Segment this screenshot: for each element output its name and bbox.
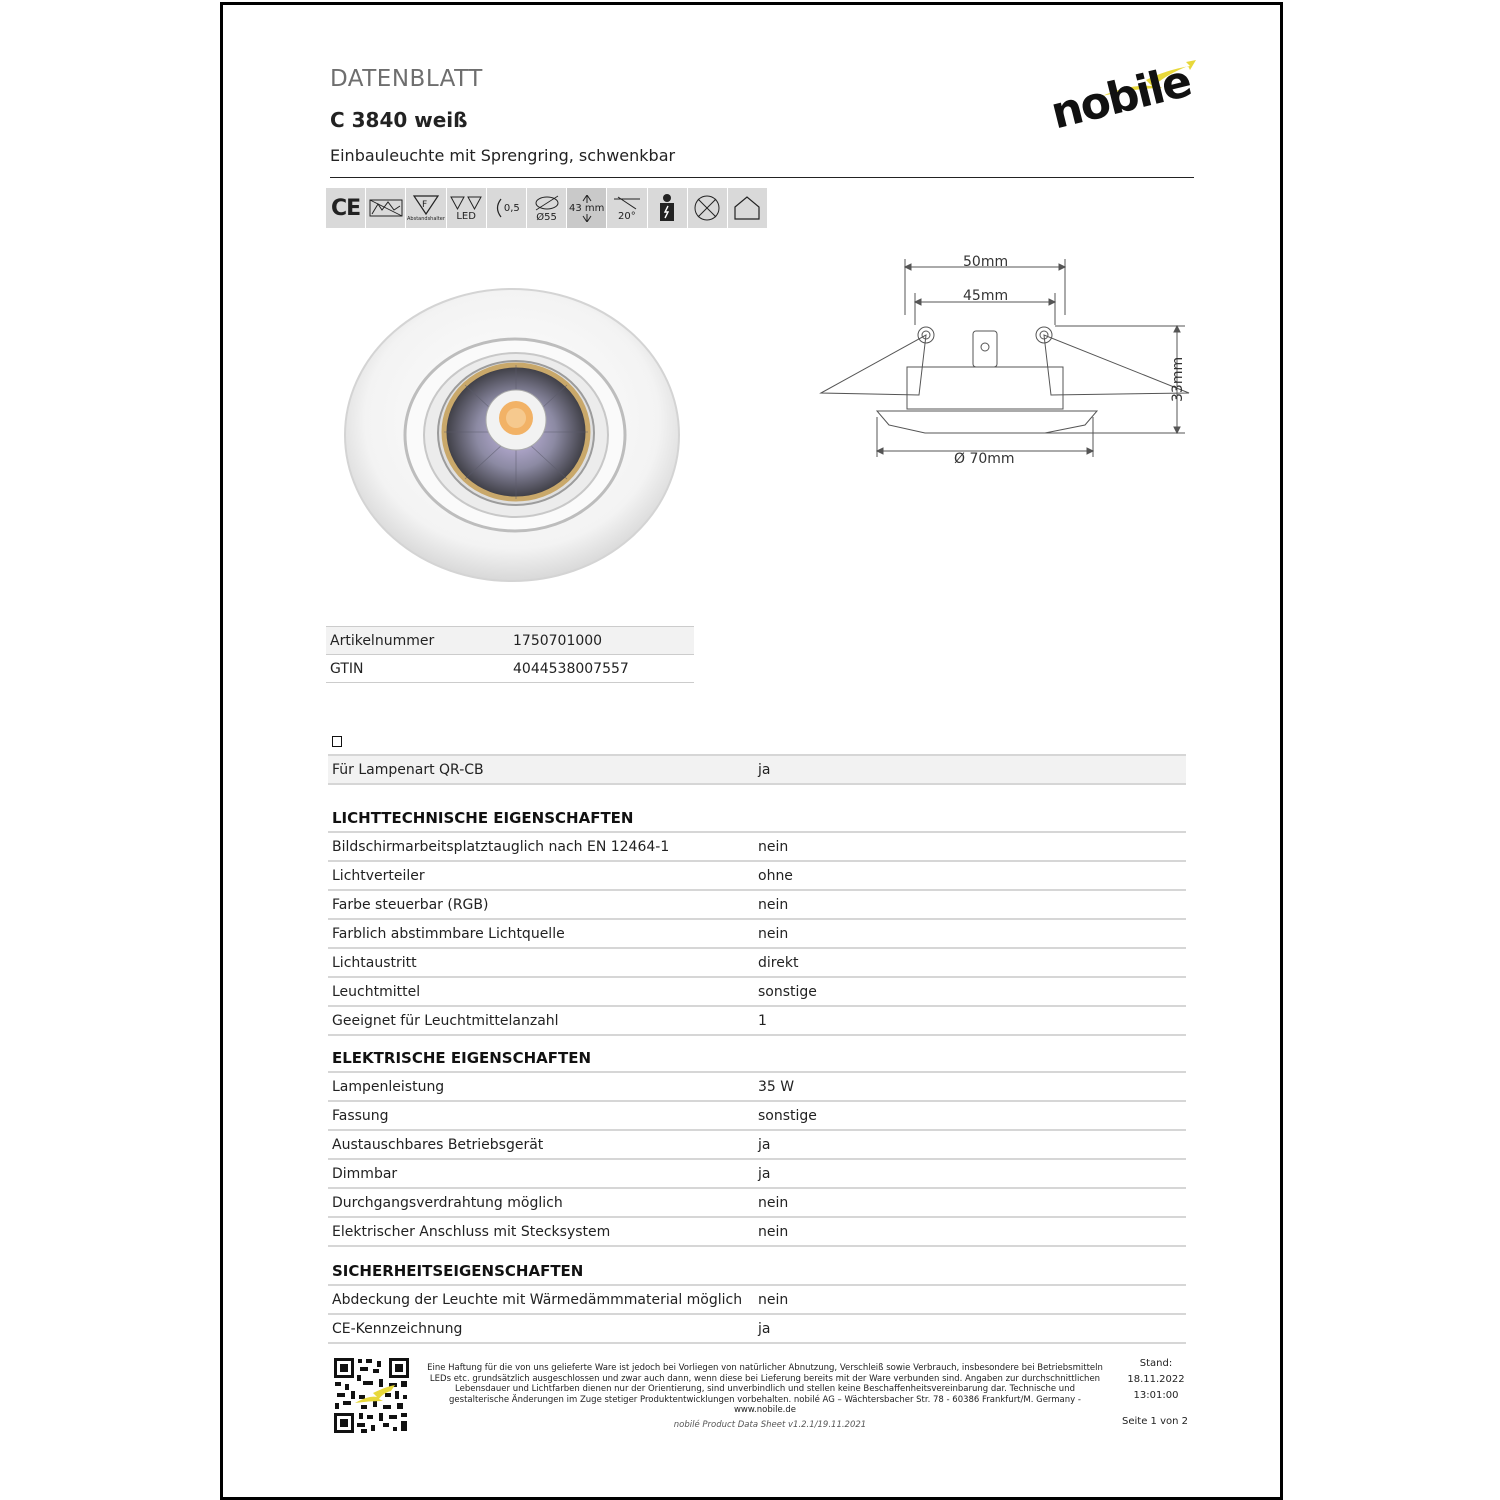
- section-heading: ELEKTRISCHE EIGENSCHAFTEN: [332, 1049, 592, 1067]
- row-label: Lampenleistung: [332, 1078, 445, 1095]
- row-label: Fassung: [332, 1107, 389, 1124]
- row-label: CE-Kennzeichnung: [332, 1320, 463, 1337]
- row-value: sonstige: [758, 983, 817, 1000]
- table-row: [328, 831, 1186, 860]
- section-heading: SICHERHEITSEIGENSCHAFTEN: [332, 1262, 584, 1280]
- certification-symbol-bar: [326, 188, 768, 228]
- dim-width-inner: 45mm: [963, 288, 1009, 304]
- table-row: [328, 1158, 1186, 1187]
- stand-date: 18.11.2022: [1127, 1374, 1185, 1385]
- row-value: ja: [758, 761, 771, 778]
- row-label: Bildschirmarbeitsplatztauglich nach EN 12464-1: [332, 838, 670, 855]
- f-mark-icon: F Abstandshalter: [406, 188, 446, 228]
- table-row: [328, 860, 1186, 889]
- row-value: nein: [758, 925, 789, 942]
- row-label: GTIN: [330, 660, 364, 677]
- stand-time: 13:01:00: [1133, 1390, 1179, 1401]
- row-value: 35 W: [758, 1078, 795, 1095]
- row-value: nein: [758, 1194, 789, 1211]
- row-label: Abdeckung der Leuchte mit Wärmedämmmaterial möglich: [332, 1291, 743, 1308]
- logo-wordmark: nobile: [1046, 55, 1196, 140]
- stand-label: Stand:: [1139, 1358, 1173, 1369]
- footer-timestamp: [1120, 1356, 1192, 1404]
- row-value: nein: [758, 896, 789, 913]
- row-label: Elektrischer Anschluss mit Stecksystem: [332, 1223, 611, 1240]
- section-heading: LICHTTECHNISCHE EIGENSCHAFTEN: [332, 809, 634, 827]
- electrician-icon: [648, 188, 688, 228]
- dim-height: 33mm: [1170, 356, 1186, 402]
- qr-code-icon[interactable]: [333, 1357, 410, 1434]
- installation-depth-icon: 43 mm: [567, 188, 607, 228]
- dimension-drawing: [815, 245, 1195, 470]
- table-row: [328, 1284, 1186, 1313]
- table-row: [328, 889, 1186, 918]
- dim-diameter: Ø 70mm: [954, 451, 1015, 467]
- dim-width-outer: 50mm: [963, 254, 1009, 270]
- section-heading: [328, 728, 1186, 754]
- row-value: ohne: [758, 867, 793, 884]
- page-number: Seite 1 von 2: [1122, 1416, 1188, 1427]
- row-label: Farblich abstimmbare Lichtquelle: [332, 925, 565, 942]
- product-photo: [340, 285, 685, 585]
- light-properties-section: [328, 805, 1186, 1036]
- indoor-use-icon: [728, 188, 768, 228]
- product-subtitle: Einbauleuchte mit Sprengring, schwenkbar: [330, 146, 676, 165]
- table-row: [328, 1187, 1186, 1216]
- no-bulb-disposal-icon: [688, 188, 728, 228]
- table-row: [328, 1313, 1186, 1344]
- row-label: Lichtaustritt: [332, 954, 417, 971]
- document-label: DATENBLATT: [330, 66, 483, 92]
- row-value: ja: [758, 1165, 771, 1182]
- row-label: Austauschbares Betriebsgerät: [332, 1136, 544, 1153]
- table-row: [328, 1071, 1186, 1100]
- row-label: Durchgangsverdrahtung möglich: [332, 1194, 563, 1211]
- footer-disclaimer: Eine Haftung für die von uns gelieferte Ware ist jedoch bei Vorliegen von natürlicher Abnutzung, Verschleiß sowie Verbrauch, insbesondere bei Betriebsmitteln LEDs etc. grundsätzlich ausgeschlossen und zwar auch dann, wenn diese bei Lieferung bereits mit der Ware verbunden sind. Angaben zur durchschnittlichen Lebensdauer und Lichtfarben dienen nur der Orientierung, sind unverbindlich und stellen keine Beschaffenheitsvereinbarung dar. Technische und gestalterische Änderungen im Zuge stetiger Produktentwicklungen vorbehalten. nobilé AG – Wächtersbacher Str. 78 - 60386 Frankfurt/M. Germany - www.nobile.de: [427, 1363, 1103, 1415]
- table-row: [328, 1129, 1186, 1158]
- row-value: 1: [758, 1012, 767, 1029]
- checkbox-symbol-icon: [332, 736, 342, 747]
- general-section: [328, 728, 1186, 785]
- tilt-angle-icon: 20°: [607, 188, 647, 228]
- svg-text:F: F: [421, 200, 428, 210]
- furniture-mounting-icon: [366, 188, 406, 228]
- row-value: nein: [758, 1291, 789, 1308]
- row-label: Dimmbar: [332, 1165, 398, 1182]
- brand-logo: [1040, 56, 1200, 156]
- row-value: nein: [758, 838, 789, 855]
- row-value: 1750701000: [513, 632, 603, 649]
- distance-icon: 0,5: [487, 188, 527, 228]
- led-icon: LED: [447, 188, 487, 228]
- row-label: Für Lampenart QR-CB: [332, 761, 484, 778]
- table-row: [328, 1216, 1186, 1247]
- row-label: Artikelnummer: [330, 632, 435, 649]
- safety-properties-section: [328, 1258, 1186, 1344]
- table-row: [328, 1100, 1186, 1129]
- ce-mark-icon: CE: [326, 188, 366, 228]
- header-divider: [330, 177, 1194, 178]
- row-label: Geeignet für Leuchtmittelanzahl: [332, 1012, 559, 1029]
- table-row: [328, 947, 1186, 976]
- row-value: ja: [758, 1136, 771, 1153]
- table-row: [328, 918, 1186, 947]
- table-row: [326, 655, 694, 683]
- row-value: direkt: [758, 954, 799, 971]
- row-value: 4044538007557: [513, 660, 629, 677]
- row-value: ja: [758, 1320, 771, 1337]
- table-row: [328, 1005, 1186, 1036]
- footer-version: nobilé Product Data Sheet v1.2.1/19.11.2021: [673, 1420, 867, 1430]
- product-title: C 3840 weiß: [330, 108, 468, 132]
- cutout-diameter-icon: Ø55: [527, 188, 567, 228]
- row-value: nein: [758, 1223, 789, 1240]
- row-value: sonstige: [758, 1107, 817, 1124]
- row-label: Lichtverteiler: [332, 867, 425, 884]
- identity-table: [326, 626, 694, 683]
- row-label: Leuchtmittel: [332, 983, 421, 1000]
- row-label: Farbe steuerbar (RGB): [332, 896, 489, 913]
- table-row: [328, 976, 1186, 1005]
- table-row: [326, 626, 694, 655]
- table-row: [328, 754, 1186, 785]
- electrical-properties-section: [328, 1045, 1186, 1247]
